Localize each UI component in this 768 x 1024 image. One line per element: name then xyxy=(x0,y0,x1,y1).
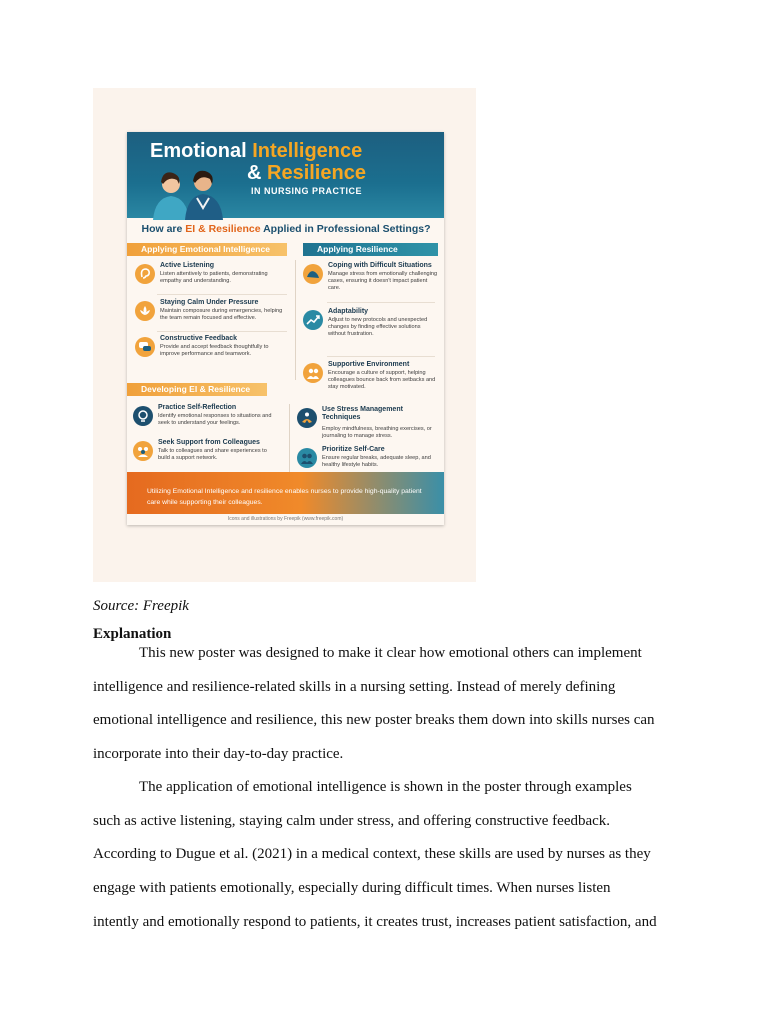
paragraph-line: The application of emotional intelligence is shown in the poster through examples xyxy=(139,779,632,795)
item-divider xyxy=(157,294,287,295)
developing-item-title: Seek Support from Colleagues xyxy=(158,439,260,446)
ei-item-desc: Listen attentively to patients, demonstrating empathy and understanding. xyxy=(160,271,268,285)
paragraph-2 xyxy=(93,771,683,940)
ei-item-active-listening xyxy=(135,262,290,292)
people-icon xyxy=(303,363,323,383)
developing-item-desc: Talk to colleagues and share experiences to build a support network. xyxy=(158,448,267,462)
developing-item-desc: Ensure regular breaks, adequate sleep, and healthy lifestyle habits. xyxy=(322,455,431,469)
column-divider xyxy=(289,404,290,476)
ei-item-desc: Provide and accept feedback thoughtfully to improve performance and teamwork. xyxy=(160,344,269,358)
developing-item-title: Prioritize Self-Care xyxy=(322,446,385,453)
resilience-item-desc: Adjust to new protocols and unexpected changes by finding effective solutions without frustration. xyxy=(328,317,428,338)
column-divider xyxy=(295,260,296,380)
group-icon xyxy=(133,441,153,461)
developing-item-desc: Employ mindfulness, breathing exercises, or journaling to manage stress. xyxy=(322,426,432,440)
paragraph-line: such as active listening, staying calm under stress, and offering constructive feedback. xyxy=(93,812,611,829)
resilience-item-title: Adaptability xyxy=(328,308,369,315)
lotus-icon xyxy=(135,301,155,321)
resilience-item-desc: Manage stress from emotionally challenging cases, ensuring it doesn't impact patient care. xyxy=(328,271,438,292)
poster-question: How are EI & Resilience Applied in Professional Settings? xyxy=(141,223,431,235)
developing-item-title: Use Stress Management Techniques xyxy=(322,406,403,421)
poster-header xyxy=(127,132,444,218)
ei-item-title: Staying Calm Under Pressure xyxy=(160,299,259,306)
head-icon xyxy=(133,406,153,426)
resilience-item-coping xyxy=(303,262,441,302)
section-applying-ei: Applying Emotional Intelligence xyxy=(127,243,287,256)
developing-item-self-reflection xyxy=(133,404,285,434)
developing-item-seek-support xyxy=(133,439,285,469)
developing-item-title: Practice Self-Reflection xyxy=(158,404,237,411)
item-divider xyxy=(327,356,435,357)
ei-item-constructive-feedback xyxy=(135,335,290,365)
ei-item-title: Constructive Feedback xyxy=(160,335,238,342)
nurses-illustration-icon xyxy=(141,168,231,220)
poster-title-line1: Emotional Intelligence xyxy=(150,140,363,162)
heart-people-icon xyxy=(297,448,317,468)
poster-footer-text: Utilizing Emotional Intelligence and resilience enables nurses to provide high-quality patient care while supporting their colleagues. xyxy=(147,488,422,506)
paragraph-line: intently and emotionally respond to patients, it creates trust, increases patient satisfaction, and xyxy=(93,913,657,930)
ei-item-title: Active Listening xyxy=(160,262,215,269)
paragraph-1 xyxy=(93,637,683,772)
resilience-item-adaptability xyxy=(303,308,441,354)
paragraph-line: This new poster was designed to make it clear how emotional others can implement xyxy=(139,645,642,661)
paragraph-line: intelligence and resilience-related skills in a nursing setting. Instead of merely defining xyxy=(93,678,616,695)
section-developing: Developing EI & Resilience xyxy=(127,383,267,396)
poster-credit: Icons and illustrations by Freepik (www.freepik.com) xyxy=(227,516,344,522)
wave-icon xyxy=(303,264,323,284)
resilience-item-supportive xyxy=(303,361,441,401)
resilience-item-title: Supportive Environment xyxy=(328,361,410,368)
chat-icon xyxy=(135,337,155,357)
ei-item-staying-calm xyxy=(135,299,290,329)
trend-icon xyxy=(303,310,323,330)
section-heading: Explanation xyxy=(93,626,172,642)
developing-item-desc: Identify emotional responses to situations and seek to understand your feelings. xyxy=(158,413,272,427)
figure-source-caption: Source: Freepik xyxy=(93,598,189,614)
poster-title-line2: & Resilience xyxy=(247,162,366,184)
paragraph-line: engage with patients emotionally, especially during difficult times. When nurses listen xyxy=(93,880,611,897)
section-applying-resilience: Applying Resilience xyxy=(303,243,438,256)
resilience-item-desc: Encourage a culture of support, helping colleagues bounce back from setbacks and stay motivated. xyxy=(328,370,436,391)
developing-item-stress-management xyxy=(297,406,442,446)
ear-icon xyxy=(135,264,155,284)
resilience-item-title: Coping with Difficult Situations xyxy=(328,262,432,269)
item-divider xyxy=(327,302,435,303)
ei-item-desc: Maintain composure during emergencies, helping the team remain focused and effective. xyxy=(160,308,283,322)
item-divider xyxy=(157,331,287,332)
poster-image xyxy=(127,132,444,525)
poster-subtitle: IN NURSING PRACTICE xyxy=(251,186,363,196)
paragraph-line: According to Dugue et al. (2021) in a medical context, these skills are used by nurses as they xyxy=(93,846,651,863)
paragraph-line: emotional intelligence and resilience, this new poster breaks them down into skills nurses can xyxy=(93,712,655,729)
meditation-icon xyxy=(297,408,317,428)
paragraph-line: incorporate into their day-to-day practice. xyxy=(93,746,344,763)
